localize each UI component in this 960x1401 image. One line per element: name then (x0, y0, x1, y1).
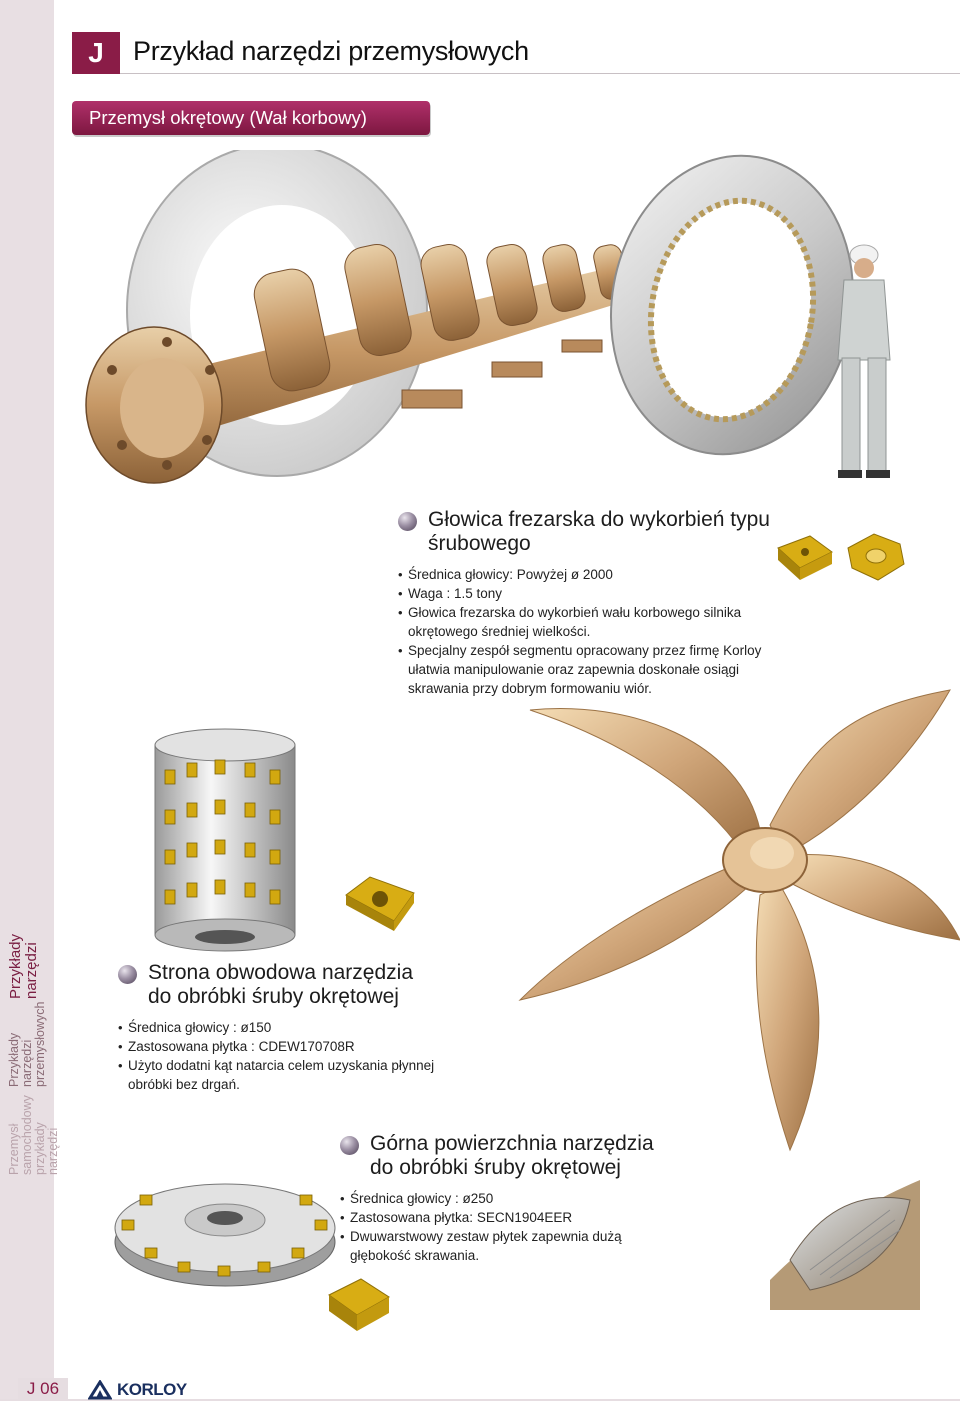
peripheral-tool-description (118, 961, 478, 1094)
crankshaft-milling-illustration (82, 150, 907, 495)
logo-text: KORLOY (117, 1380, 187, 1399)
heading-line-1: Strona obwodowa narzędzia (148, 961, 414, 984)
peripheral-specs-list (118, 1018, 478, 1094)
heading-line-2: do obróbki śruby okrętowej (148, 985, 399, 1008)
heading-line-1: Górna powierzchnia narzędzia (370, 1132, 654, 1155)
top-surface-tool-description (340, 1132, 670, 1265)
section-banner (72, 101, 430, 135)
list-item: • Średnica głowicy : ø150 (118, 1018, 478, 1037)
page-title: Przykład narzędzi przemysłowych (133, 36, 529, 66)
page-number-text: J 06 (26, 1379, 60, 1398)
side-tab-tool-examples[interactable] (8, 909, 40, 999)
header-divider (120, 73, 960, 74)
list-item: • Specjalny zespół segmentu opracowany przez firmę Korloy ułatwia manipulowanie oraz zapewnia doskonałe osiągi skrawania przy dobrym formowaniu wiór. (398, 641, 798, 698)
bullet-ball-icon (398, 512, 417, 531)
bullet-ball-icon (118, 965, 137, 984)
crankshaft-cutter-description (398, 508, 798, 698)
cdew-insert-illustration (340, 873, 420, 935)
korloy-logo (88, 1379, 187, 1401)
side-tab-automotive[interactable] (8, 1085, 60, 1175)
side-tab-label: Przykłady narzędzi przemysłowych (7, 1001, 47, 1087)
top-surface-heading (340, 1132, 670, 1180)
crankshaft-specs-list (398, 565, 798, 698)
side-tab-label: Przykłady narzędzi (7, 933, 40, 999)
list-item: • Średnica głowicy: Powyżej ø 2000 (398, 565, 798, 584)
list-item: • Zastosowana płytka: SECN1904EER (340, 1208, 670, 1227)
side-tab-industrial[interactable] (8, 997, 47, 1087)
list-item: • Zastosowana płytka : CDEW170708R (118, 1037, 478, 1056)
page-number (18, 1378, 68, 1400)
top-surface-specs-list (340, 1189, 670, 1265)
side-tab-label: Przemysł samochodowy przykłady narzędzi (7, 1095, 60, 1175)
heading-line-2: do obróbki śruby okrętowej (370, 1156, 621, 1179)
peripheral-heading (118, 961, 478, 1009)
heading-text: Głowica frezarska do wykorbień typu śrubowego (428, 508, 770, 555)
list-item: • Użyto dodatni kąt natarcia celem uzyskania płynnej obróbki bez drgań. (118, 1056, 478, 1094)
crankshaft-heading (398, 508, 798, 556)
peripheral-cutter-illustration (145, 725, 305, 955)
list-item: • Średnica głowicy : ø250 (340, 1189, 670, 1208)
chapter-badge: J (72, 32, 120, 74)
korloy-mark-icon (88, 1380, 112, 1400)
face-milling-cutter-illustration (110, 1150, 340, 1290)
side-tabs (4, 905, 60, 1175)
bullet-ball-icon (340, 1136, 359, 1155)
list-item: • Waga : 1.5 tony (398, 584, 798, 603)
side-tab-strip (0, 0, 54, 1401)
list-item: • Dwuwarstwowy zestaw płytek zapewnia dużą głębokość skrawania. (340, 1227, 670, 1265)
ship-propeller-illustration (510, 680, 960, 1180)
section-title: Przemysł okrętowy (Wał korbowy) (89, 107, 367, 128)
secn-insert-illustration (325, 1275, 393, 1337)
propeller-machining-photo (770, 1170, 920, 1310)
list-item: • Głowica frezarska do wykorbień wału korbowego silnika okrętowego średniej wielkości. (398, 603, 798, 641)
